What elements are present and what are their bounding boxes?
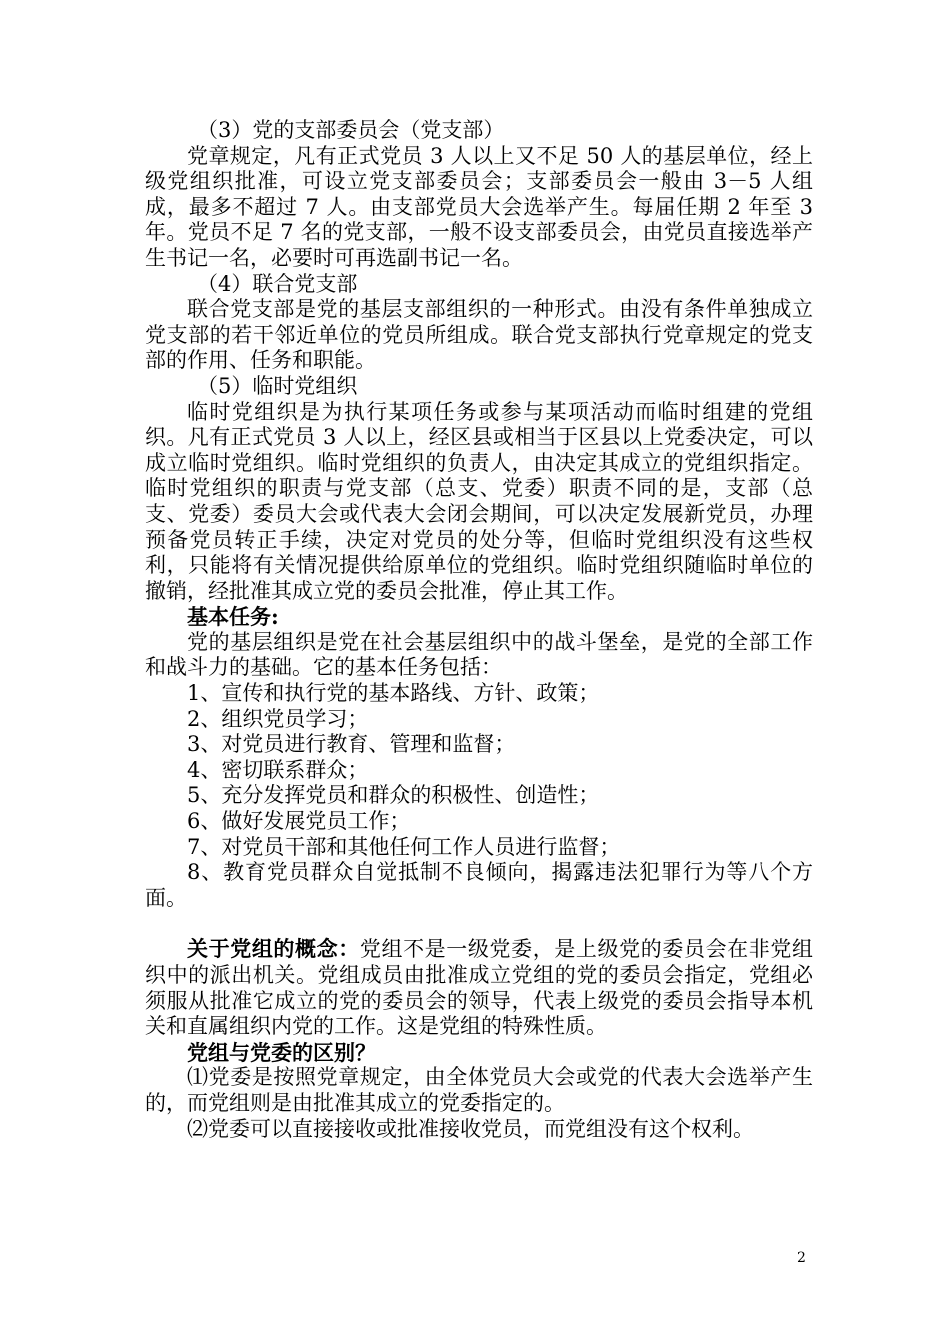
list-item-task-2: 2、组织党员学习； [187,706,369,731]
section-heading-tasks: 基本任务: [187,604,279,630]
concept-label: 关于党组的概念： [187,936,360,962]
list-item-difference-1: ⑴党委是按照党章规定，由全体党员大会或党的代表大会选举产生的，而党组则是由批准其成立的党委指定的。 [145,1065,813,1115]
paragraph-temp-org: 临时党组织是为执行某项任务或参与某项活动而临时组建的党组织。凡有正式党员 3 人以上，经区县或相当于区县以上党委决定，可以成立临时党组织。临时党组织的负责人，由决定其成立的党组织指定。临时党组织的职责与党支部（总支、党委）职责不同的是，支部（总支、党委）委员大会或代表大会闭会期间，可以决定发展新党员，办理预备党员转正手续，决定对党员的处分等，但临时党组织没有这些权利，只能将有关情况提供给原单位的党组织。临时党组织随临时单位的撤销，经批准其成立党的委员会批准，停止其工作。 [145,399,813,603]
section-heading-branch-committee: （3）党的支部委员会（党支部） [197,118,505,142]
paragraph-branch-committee: 党章规定，凡有正式党员 3 人以上又不足 50 人的基层单位，经上级党组织批准，可设立党支部委员会；支部委员会一般由 3－5 人组成，最多不超过 7 人。由支部党员大会选举产生。每届任期 2 年至 3 年。党员不足 7 名的党支部，一般不设支部委员会，由党员直接选举产生书记一名，必要时可再选副书记一名。 [145,143,813,270]
paragraph-tasks-intro: 党的基层组织是党在社会基层组织中的战斗堡垒，是党的全部工作和战斗力的基础。它的基本任务包括： [145,629,813,680]
section-heading-difference: 党组与党委的区别？ [187,1039,376,1065]
section-heading-joint-branch: （4）联合党支部 [197,271,358,296]
list-item-task-8: 8、教育党员群众自觉抵制不良倾向，揭露违法犯罪行为等八个方面。 [145,860,813,910]
section-heading-temp-org: （5）临时党组织 [197,373,358,398]
paragraph-spacer [145,911,813,936]
list-item-difference-2: ⑵党委可以直接接收或批准接收党员，而党组没有这个权利。 [187,1116,754,1141]
paragraph-party-group-concept [145,936,813,1039]
list-item-task-4: 4、密切联系群众； [187,757,369,782]
concept-text: 党组不是一级党委，是上级党的委员会在非党组织中的派出机关。党组成员由批准成立党组的党的委员会指定，党组必须服从批准它成立的党的委员会的领导，代表上级党的委员会指导本机关和直属组织内党的工作。这是党组的特殊性质。 [145,937,814,1039]
document-body [145,118,813,1142]
paragraph-joint-branch: 联合党支部是党的基层支部组织的一种形式。由没有条件单独成立党支部的若干邻近单位的党员所组成。联合党支部执行党章规定的党支部的作用、任务和职能。 [145,297,813,373]
list-item-task-6: 6、做好发展党员工作； [187,809,411,834]
list-item-task-3: 3、对党员进行教育、管理和监督； [187,732,516,757]
page-number: 2 [797,1250,806,1266]
list-item-task-5: 5、充分发挥党员和群众的积极性、创造性； [187,783,600,808]
list-item-task-7: 7、对党员干部和其他任何工作人员进行监督； [187,834,621,859]
list-item-task-1: 1、宣传和执行党的基本路线、方针、政策； [187,681,600,706]
